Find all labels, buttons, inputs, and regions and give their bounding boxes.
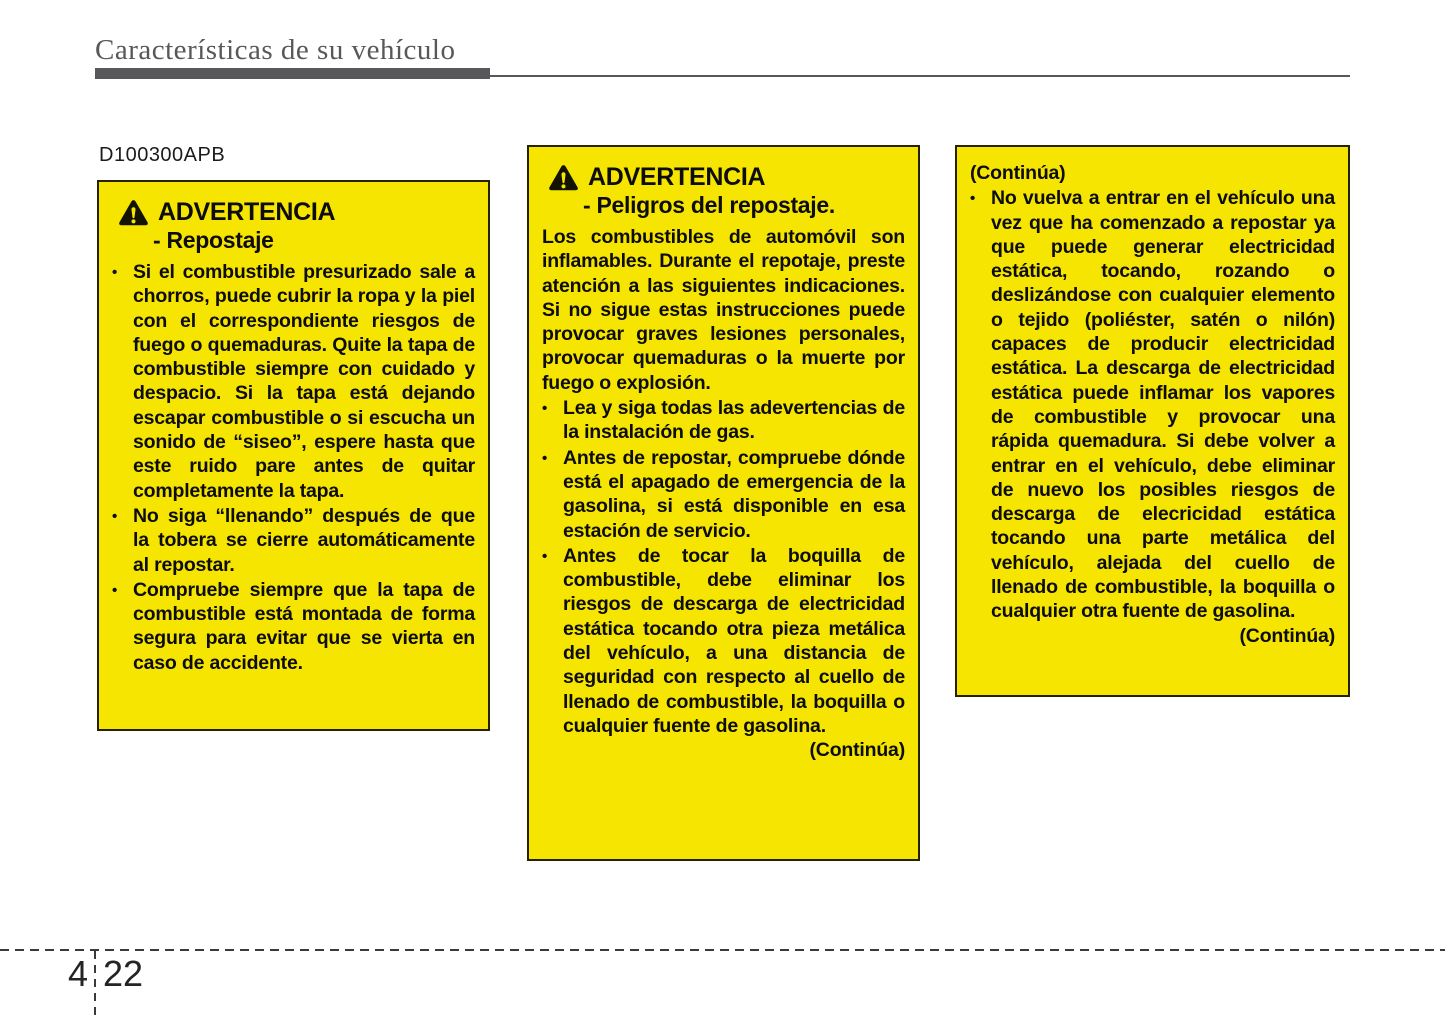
- warning-intro: Los combustibles de automóvil son inflamables. Durante el repotaje, preste atención a las siguientes indicaciones. Si no sigue estas instrucciones puede provocar graves lesiones personales, provocar quemaduras o la muerte por fuego o explosión.: [542, 226, 905, 394]
- continues-note: (Continúa): [970, 162, 1066, 184]
- list-item: [112, 260, 475, 503]
- warning-title: ADVERTENCIA: [158, 198, 336, 226]
- list-item: [970, 186, 1335, 623]
- warning-triangle-icon: [118, 199, 149, 226]
- section-code: D100300APB: [99, 144, 226, 166]
- bullet-marker: •: [112, 581, 118, 599]
- warning-box-continuation: [955, 145, 1350, 697]
- bullet-marker: •: [542, 400, 548, 418]
- page-title: Características de su vehículo: [95, 34, 456, 66]
- warning-subtitle: - Peligros del repostaje.: [583, 192, 835, 218]
- footer-chapter-number: 4: [67, 953, 88, 994]
- bullet-marker: •: [542, 547, 548, 565]
- list-item: [542, 446, 905, 543]
- list-item: [542, 396, 905, 445]
- warning-title-row: [548, 163, 905, 191]
- bullet-text: Si el combustible presurizado sale a chorros, puede cubrir la ropa y la piel con el correspondiente riesgos de fuego o quemaduras. Quite la tapa de combustible siempre con cuidado y despacio. Si la tapa está dejando escapar combustible o si escucha un sonido de “siseo”, espere hasta que este ruido pare antes de quitar completamente la tapa.: [133, 261, 475, 502]
- list-item: [112, 504, 475, 577]
- footer-dashed-rule: [0, 949, 1445, 951]
- warning-subtitle: - Repostaje: [153, 227, 274, 253]
- header-bar: [95, 68, 490, 79]
- continues-note: (Continúa): [1239, 624, 1335, 647]
- bullet-text: No vuelva a entrar en el vehículo una vez que ha comenzado a repostar ya que puede generar electricidad estática, tocando, rozando o deslizándose con cualquier elemento o tejido (poliéster, satén o nilón) capaces de producir electricidad estática. La descarga de electricidad estática puede inflamar los vapores de combustible y provocar una rápida quemadura. Si debe volver a entrar en el vehículo, debe eliminar de nuevo los posibles riesgos de descarga de elecricidad estática tocando una parte metálica del vehículo, alejada del cuello de llenado de combustible, la boquilla o cualquier otra fuente de gasolina.: [991, 187, 1335, 623]
- bullet-marker: •: [112, 507, 118, 525]
- bullet-text: Lea y siga todas las adevertencias de la instalación de gas.: [563, 397, 905, 444]
- warning-title-row: [118, 198, 475, 226]
- bullet-text: Antes de tocar la boquilla de combustible, debe eliminar los riesgos de descarga de electricidad estática tocando otra pieza metálica del vehículo, a una distancia de seguridad con respecto al cuello de llenado de combustible, la boquilla o cualquier fuente de gasolina.: [563, 544, 905, 737]
- footer-dashed-divider: [94, 951, 96, 1019]
- bullet-marker: •: [970, 190, 976, 208]
- bullet-marker: •: [112, 264, 118, 281]
- warning-triangle-icon: [548, 164, 579, 191]
- footer-page-number: 22: [103, 953, 144, 994]
- warning-box-repostaje: [97, 180, 490, 731]
- header-rule: [490, 75, 1350, 77]
- bullet-text: No siga “llenando” después de que la tobera se cierre automáticamente al repostar.: [133, 504, 475, 576]
- warning-box-peligros-repostaje: [527, 145, 920, 861]
- warning-title: ADVERTENCIA: [588, 163, 766, 191]
- continues-note: (Continúa): [809, 739, 905, 762]
- list-item: [542, 544, 905, 738]
- list-item: [112, 578, 475, 675]
- bullet-marker: •: [542, 449, 548, 467]
- bullet-text: Compruebe siempre que la tapa de combustible está montada de forma segura para evitar que se vierta en caso de accidente.: [133, 578, 475, 674]
- bullet-text: Antes de repostar, compruebe dónde está el apagado de emergencia de la gasolina, si está disponible en esa estación de servicio.: [563, 446, 905, 542]
